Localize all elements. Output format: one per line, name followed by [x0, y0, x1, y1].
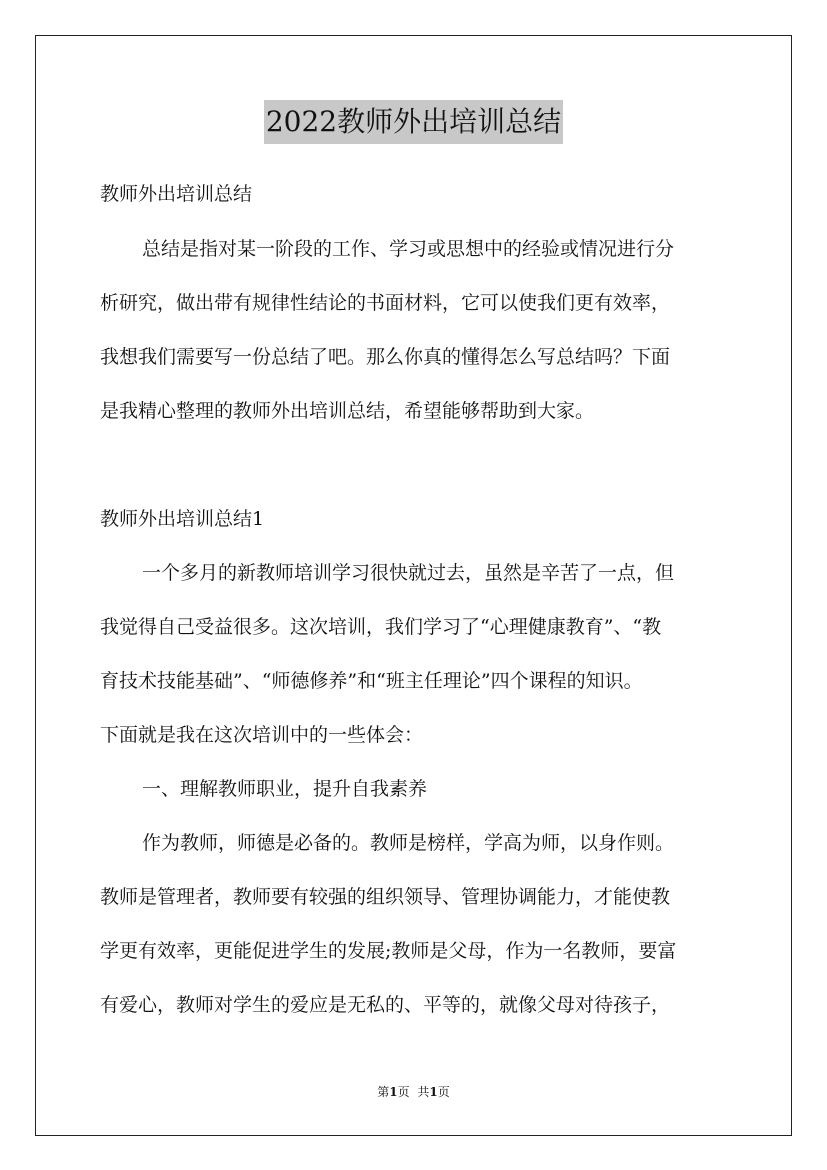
page-footer	[0, 1083, 827, 1101]
section-heading-1: 教师外出培训总结1	[100, 508, 265, 530]
footer-total-pages: 1	[429, 1085, 438, 1099]
footer-total-prefix: 共	[417, 1085, 430, 1099]
paragraph-line: 析研究，做出带有规律性结论的书面材料，它可以使我们更有效率，	[100, 292, 671, 314]
paragraph-line: 我想我们需要写一份总结了吧。那么你真的懂得怎么写总结吗？下面	[100, 346, 671, 368]
footer-page-prefix: 第	[377, 1085, 390, 1099]
paragraph-line: 我觉得自己受益很多。这次培训，我们学习了“心理健康教育”、“教	[100, 616, 662, 638]
paragraph-line: 下面就是我在这次培训中的一些体会：	[100, 724, 424, 746]
section-heading-intro: 教师外出培训总结	[100, 183, 253, 205]
paragraph-line: 是我精心整理的教师外出培训总结，希望能够帮助到大家。	[100, 400, 595, 422]
title-container	[0, 100, 827, 144]
paragraph-line: 一个多月的新教师培训学习很快就过去，虽然是辛苦了一点，但	[142, 562, 675, 584]
paragraph-line: 作为教师，师德是必备的。教师是榜样，学高为师，以身作则。	[142, 832, 675, 854]
paragraph-line: 学更有效率，更能促进学生的发展;教师是父母，作为一名教师，要富	[100, 940, 677, 962]
document-title: 2022教师外出培训总结	[264, 100, 563, 144]
paragraph-line: 教师是管理者，教师要有较强的组织领导、管理协调能力，才能使教	[100, 886, 671, 908]
paragraph-line: 育技术技能基础”、“师德修养”和“班主任理论”四个课程的知识。	[100, 670, 643, 692]
footer-total-suffix: 页	[437, 1085, 450, 1099]
subheading-line: 一、理解教师职业，提升自我素养	[142, 778, 428, 800]
paragraph-line: 有爱心，教师对学生的爱应是无私的、平等的，就像父母对待孩子，	[100, 994, 671, 1016]
paragraph-line: 总结是指对某一阶段的工作、学习或思想中的经验或情况进行分	[142, 238, 675, 260]
footer-page-number: 1	[389, 1085, 398, 1099]
footer-page-suffix: 页	[397, 1085, 410, 1099]
